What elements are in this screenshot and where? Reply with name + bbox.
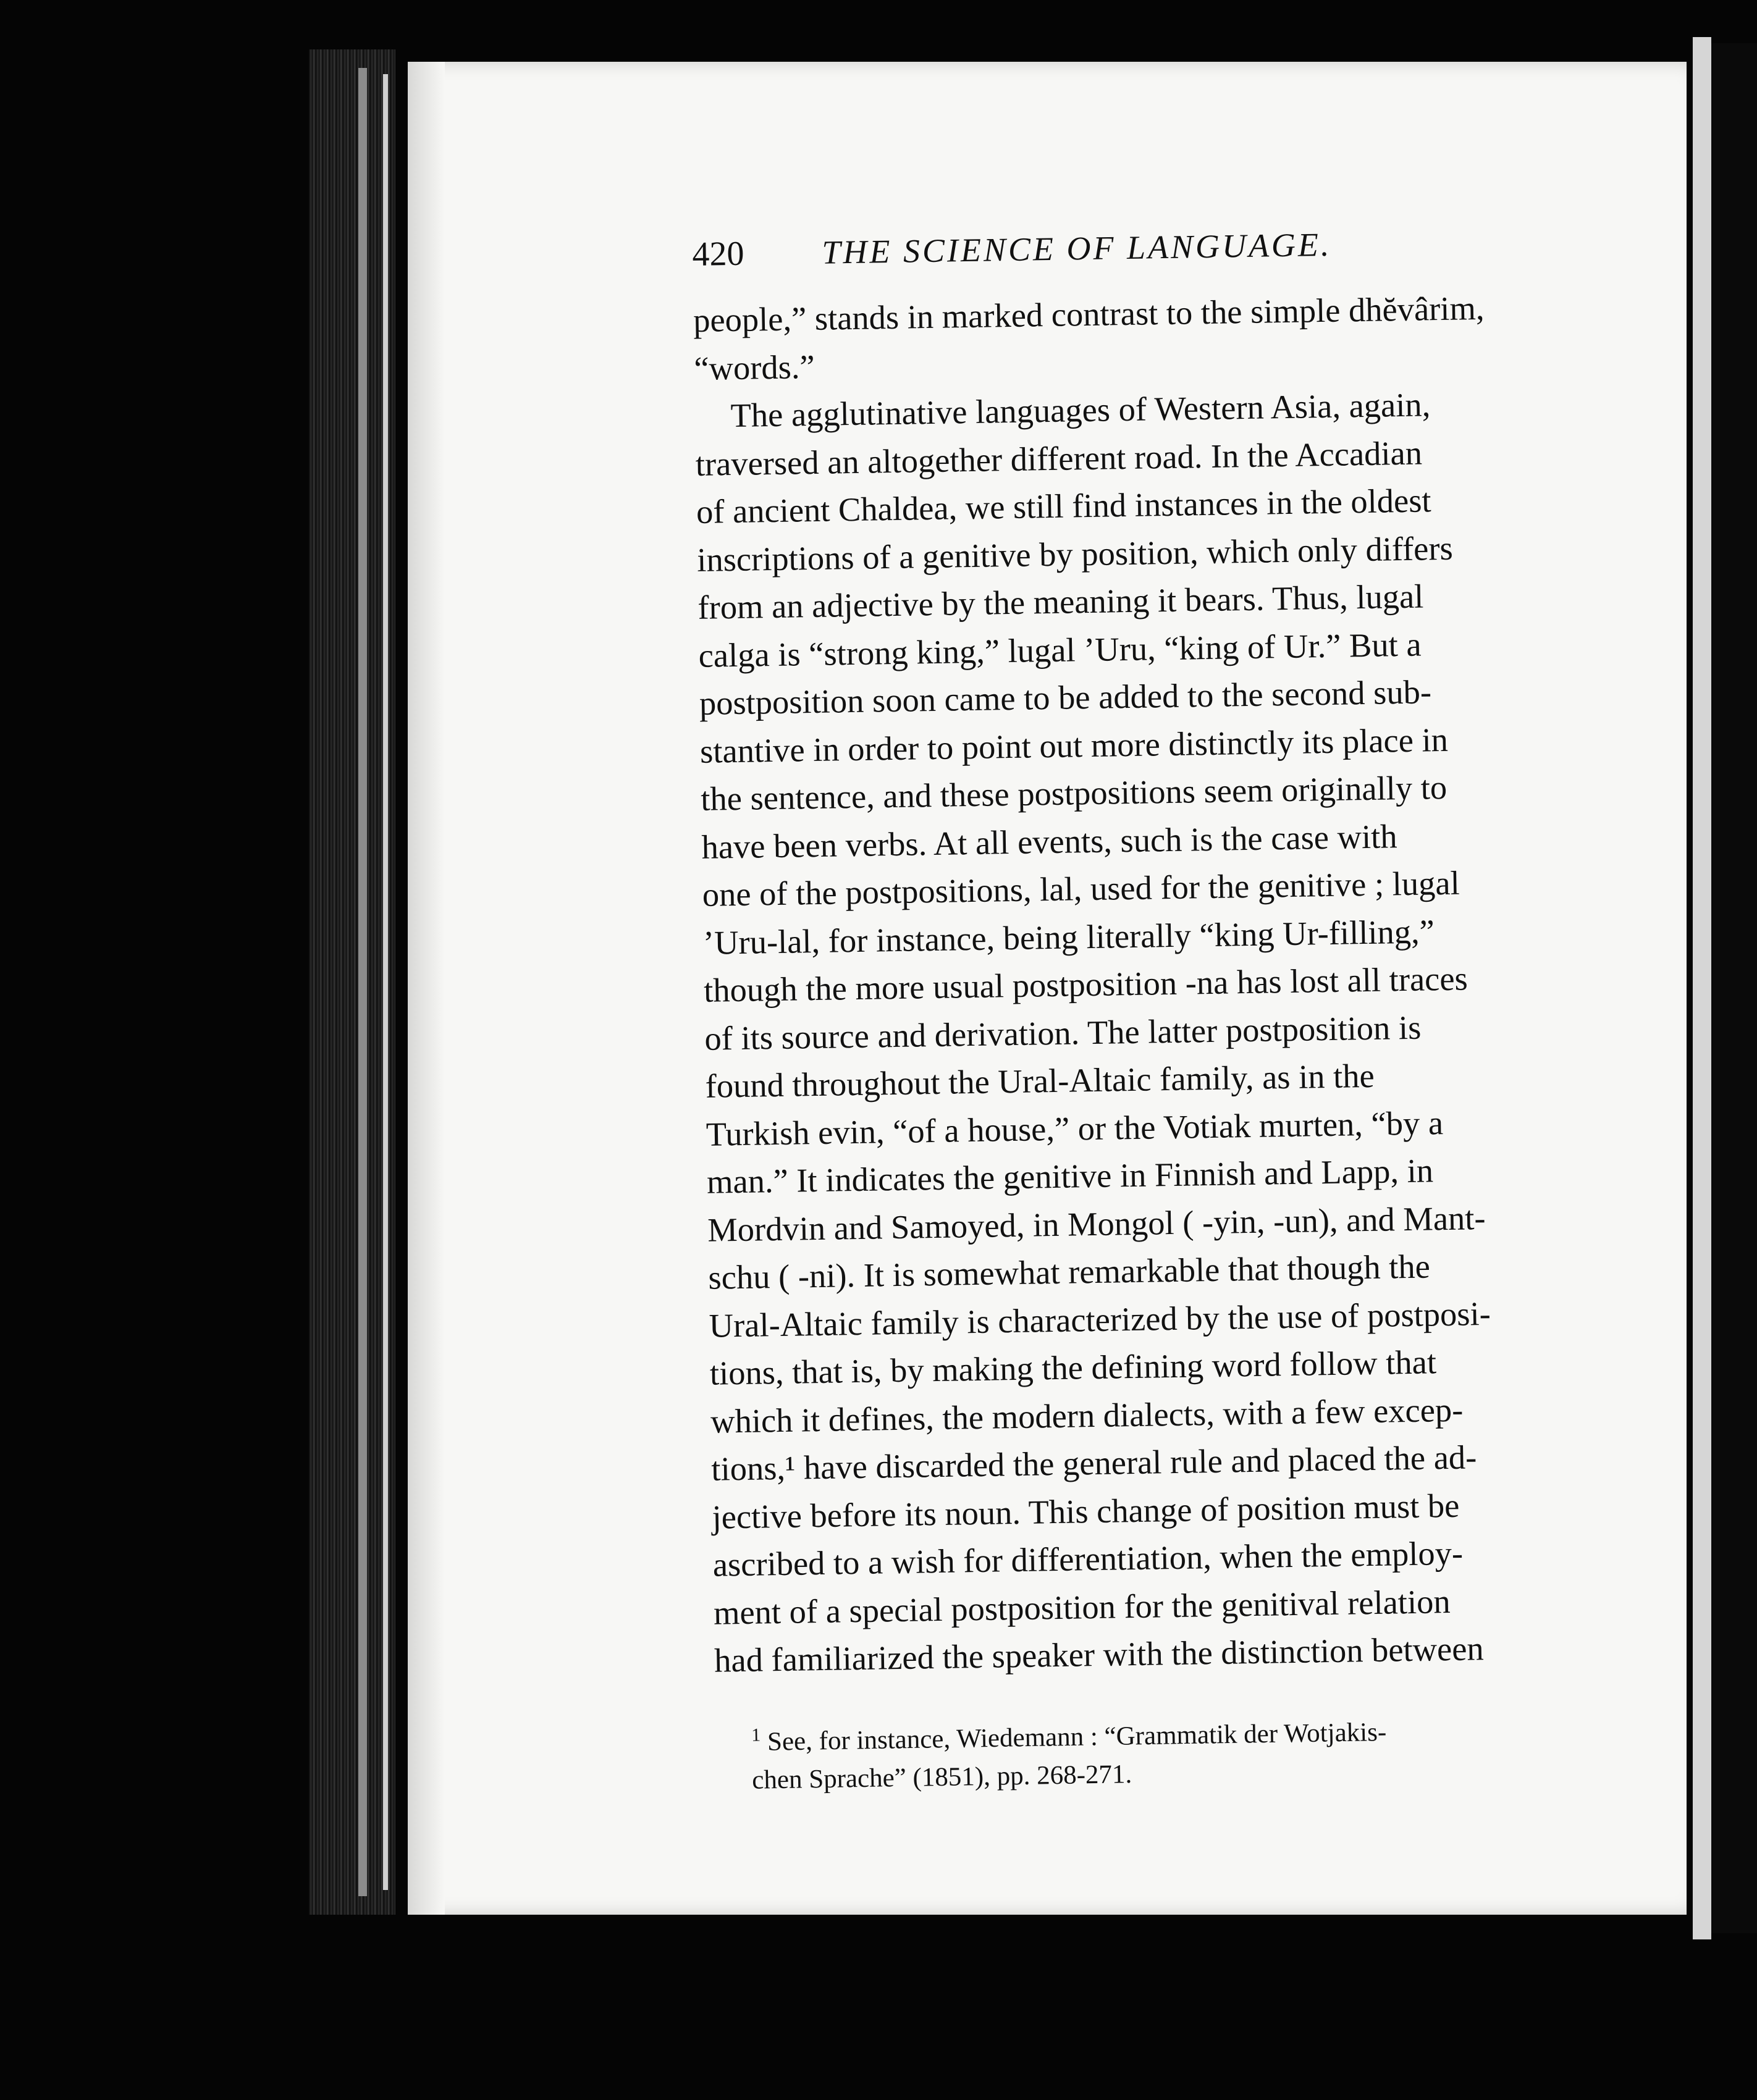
text-line: from an adjective by the meaning it bears. Thus, lugal (697, 577, 1424, 626)
text-line: postposition soon came to be added to the second sub- (699, 673, 1432, 722)
text-line: of ancient Chaldea, we still find instances in the oldest (696, 481, 1431, 531)
text-line: “words.” (693, 347, 815, 387)
page-edge-highlight (358, 68, 367, 1896)
text-line: one of the postpositions, lal, used for the genitive ; lugal (702, 863, 1460, 914)
text-line: Turkish evin, “of a house,” or the Votiak murten, “by a (706, 1103, 1444, 1153)
running-title: THE SCIENCE OF LANGUAGE. (822, 225, 1332, 271)
text-line: Ural-Altaic family is characterized by the use of postposi- (709, 1294, 1491, 1345)
text-line: traversed an altogether different road. In the Accadian (695, 433, 1423, 483)
text-line: which it defines, the modern dialects, with a few excep- (710, 1390, 1464, 1440)
paragraph-start-line: The agglutinative languages of Western Asia, again, (730, 385, 1431, 435)
footnote-text: See, for instance, Wiedemann : “Grammatik der Wotjakis- (767, 1717, 1387, 1757)
footnote-line: chen Sprache” (1851), pp. 268-271. (751, 1759, 1132, 1795)
text-line: though the more usual postposition -na has lost all traces (703, 959, 1468, 1009)
text-line: people,” stands in marked contrast to the simple dhĕvârim, (693, 288, 1485, 339)
page-edge-highlight (383, 74, 388, 1890)
text-line: have been verbs. At all events, such is the case with (701, 817, 1397, 866)
text-line: calga is “strong king,” lugal ’Uru, “king of Ur.” But a (698, 625, 1422, 674)
text-line: schu ( -ni). It is somewhat remarkable that though the (708, 1247, 1431, 1296)
book-spine-edge (309, 49, 395, 1915)
text-line: stantive in order to point out more distinctly its place in (699, 720, 1449, 770)
background-dark (1711, 43, 1757, 1933)
text-line: man.” It indicates the genitive in Finnish and Lapp, in (706, 1151, 1434, 1201)
page-number: 420 (692, 234, 744, 274)
body-text (693, 282, 1666, 1684)
footnote-marker: 1 (751, 1724, 761, 1745)
text-line: inscriptions of a genitive by position, which only differs (696, 529, 1454, 579)
text-line: jective before its noun. This change of position must be (712, 1486, 1460, 1536)
text-line: tions,¹ have discarded the general rule and placed the ad- (710, 1438, 1477, 1488)
text-line: tions, that is, by making the defining word follow that (709, 1343, 1437, 1392)
text-line: had familiarized the speaker with the distinction between (714, 1629, 1485, 1679)
text-line: of its source and derivation. The latter postposition is (704, 1008, 1422, 1057)
facing-page-edge (1693, 37, 1711, 1939)
text-line: ’Uru-lal, for instance, being literally “king Ur-filling,” (702, 912, 1435, 962)
text-line: Mordvin and Samoyed, in Mongol ( -yin, -un), and Mant- (707, 1198, 1486, 1249)
text-line: ment of a special postposition for the genitival relation (713, 1582, 1451, 1632)
text-line: ascribed to a wish for differentiation, when the employ- (712, 1534, 1464, 1584)
gutter-shadow (408, 62, 445, 1915)
text-line: the sentence, and these postpositions seem originally to (700, 768, 1447, 818)
footnote (715, 1702, 1668, 1800)
page-content (692, 220, 1668, 1800)
text-line: found throughout the Ural-Altaic family, as in the (705, 1056, 1375, 1105)
